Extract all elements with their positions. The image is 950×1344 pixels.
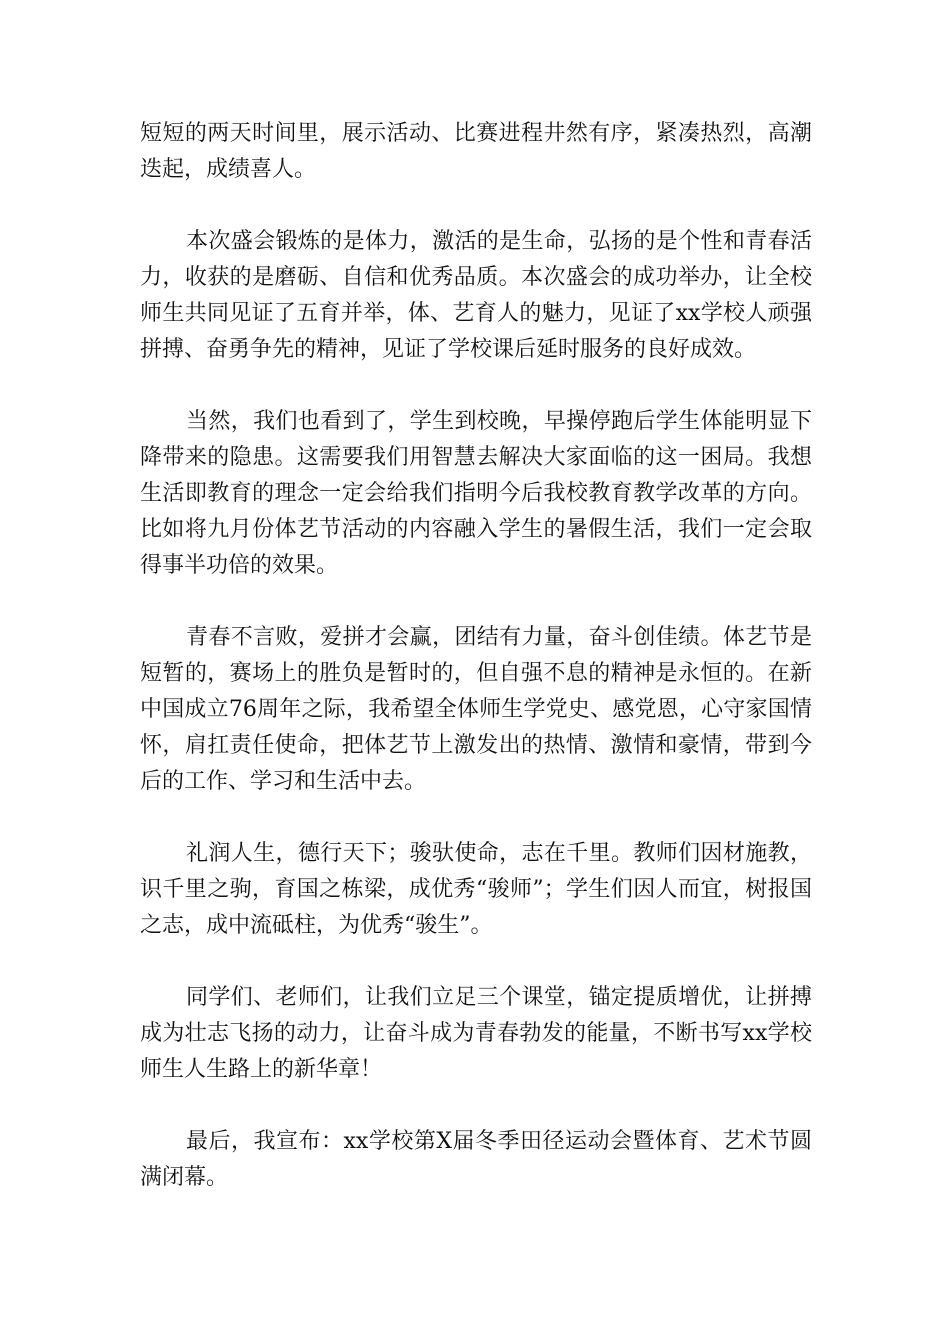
document-body	[140, 116, 812, 1196]
paragraph-2: 本次盛会锻炼的是体力，激活的是生命，弘扬的是个性和青春活力，收获的是磨砺、自信和优秀品质。本次盛会的成功举办，让全校师生共同见证了五育并举，体、艺育人的魅力，见证了xx学校人顽强拼搏、奋勇争先的精神，见证了学校课后延时服务的良好成效。	[140, 229, 812, 362]
paragraph-7: 最后，我宣布：xx学校第X届冬季田径运动会暨体育、艺术节圆满闭幕。	[140, 1129, 812, 1190]
paragraph-3: 当然，我们也看到了，学生到校晚，早操停跑后学生体能明显下降带来的隐患。这需要我们用智慧去解决大家面临的这一困局。我想生活即教育的理念一定会给我们指明今后我校教育教学改革的方向。比如将九月份体艺节活动的内容融入学生的暑假生活，我们一定会取得事半功倍的效果。	[140, 409, 812, 578]
paragraph-4: 青春不言败，爱拼才会赢，团结有力量，奋斗创佳绩。体艺节是短暂的，赛场上的胜负是暂时的，但自强不息的精神是永恒的。在新中国成立76周年之际，我希望全体师生学党史、感党恩，心守家国情怀，肩扛责任使命，把体艺节上激发出的热情、激情和豪情，带到今后的工作、学习和生活中去。	[140, 625, 812, 794]
paragraph-1: 短短的两天时间里，展示活动、比赛进程井然有序，紧凑热烈，高潮迭起，成绩喜人。	[140, 121, 812, 182]
paragraph-5: 礼润人生，德行天下；骏驮使命，志在千里。教师们因材施教，识千里之驹，育国之栋梁，成优秀“骏师”；学生们因人而宜，树报国之志，成中流砥柱，为优秀“骏生”。	[140, 841, 812, 938]
paragraph-6: 同学们、老师们，让我们立足三个课堂，锚定提质增优，让拼搏成为壮志飞扬的动力，让奋斗成为青春勃发的能量，不断书写xx学校师生人生路上的新华章！	[140, 985, 812, 1082]
